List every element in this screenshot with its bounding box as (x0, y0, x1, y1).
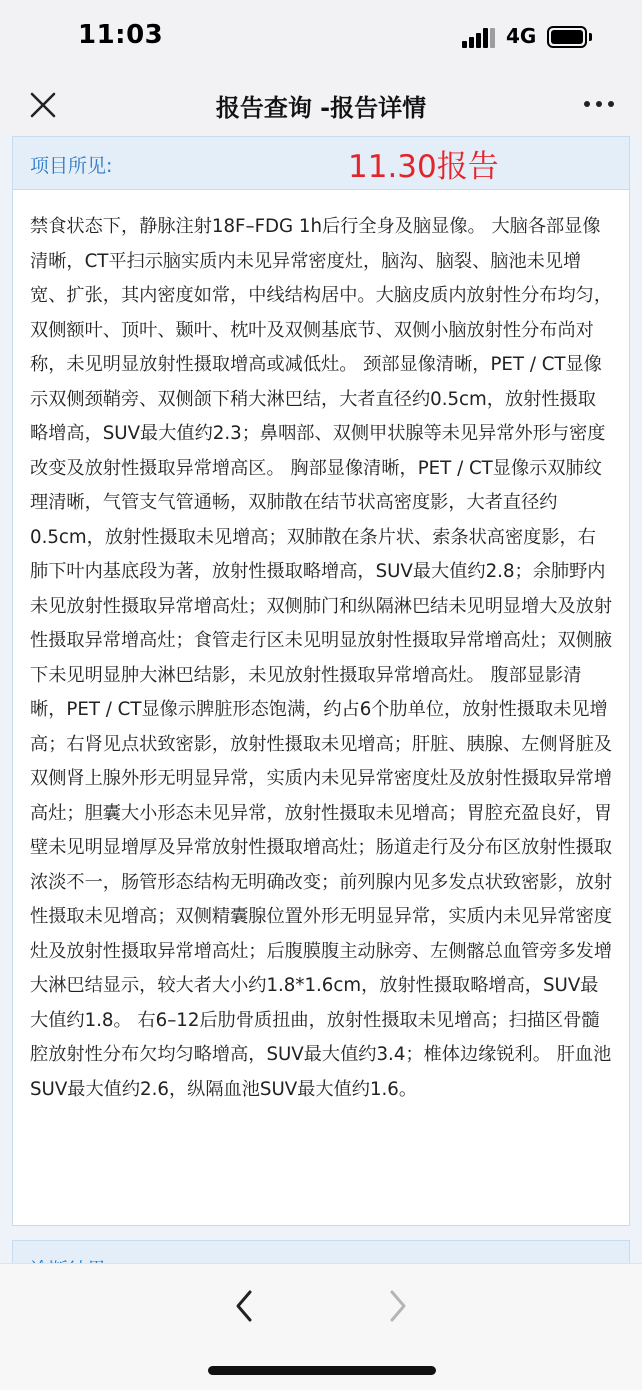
report-content (12, 136, 630, 1300)
handwritten-annotation: 11.30报告 (348, 149, 499, 185)
forward-button[interactable] (380, 1286, 414, 1326)
findings-text: 禁食状态下，静脉注射18F–FDG 1h后行全身及脑显像。 大脑各部显像清晰，CT平扫示脑实质内未见异常密度灶，脑沟、脑裂、脑池未见增宽、扩张，其内密度如常，中线结构居中。大脑皮质内放射性分布均匀，双侧额叶、顶叶、颞叶、枕叶及双侧基底节、双侧小脑放射性分布尚对称，未见明显放射性摄取增高或减低灶。 颈部显像清晰，PET / CT显像示双侧颈鞘旁、双侧颌下稍大淋巴结，大者直径约0.5cm，放射性摄取略增高，SUV最大值约2.3；鼻咽部、双侧甲状腺等未见异常外形与密度改变及放射性摄取异常增高区。 胸部显像清晰，PET / CT显像示双肺纹理清晰，气管支气管通畅，双肺散在结节状高密度影，大者直径约0.5cm，放射性摄取未见增高；双肺散在条片状、索条状高密度影，右肺下叶内基底段为著，放射性摄取略增高，SUV最大值约2.8；余肺野内未见放射性摄取异常增高灶；双侧肺门和纵隔淋巴结未见明显增大及放射性摄取异常增高灶；食管走行区未见明显放射性摄取异常增高灶；双侧腋下未见明显肿大淋巴结影，未见放射性摄取异常增高灶。 腹部显影清晰，PET / CT显像示脾脏形态饱满，约占6个肋单位，放射性摄取未见增高；右肾见点状致密影，放射性摄取未见增高；肝脏、胰腺、左侧肾脏及双侧肾上腺外形无明显异常，实质内未见异常密度灶及放射性摄取异常增高灶；胆囊大小形态未见异常，放射性摄取未见增高；胃腔充盈良好，胃壁未见明显增厚及异常放射性摄取增高灶；肠道走行及分布区放射性摄取浓淡不一，肠管形态结构无明确改变；前列腺内见多发点状致密影，放射性摄取未见增高；双侧精囊腺位置外形无明显异常，实质内未见异常密度灶及放射性摄取异常增高灶；后腹膜腹主动脉旁、左侧髂总血管旁多发增大淋巴结显示，较大者大小约1.8*1.6cm，放射性摄取略增高，SUV最大值约1.8。 右6–12后肋骨质扭曲，放射性摄取未见增高；扫描区骨髓腔放射性分布欠均匀略增高，SUV最大值约3.4；椎体边缘锐利。 肝血池SUV最大值约2.6，纵隔血池SUV最大值约1.6。 (30, 216, 613, 1100)
findings-label: 项目所见: (30, 155, 113, 177)
battery-icon (547, 26, 587, 48)
battery-tip (589, 33, 592, 41)
status-bar (0, 0, 642, 76)
browser-toolbar (0, 1263, 642, 1390)
signal-icon (462, 28, 496, 48)
findings-header (13, 137, 629, 190)
home-indicator[interactable] (208, 1366, 436, 1375)
nav-bar (0, 76, 642, 136)
back-button[interactable] (228, 1286, 262, 1326)
more-icon (584, 101, 590, 107)
findings-card (12, 136, 630, 1226)
more-button[interactable] (584, 98, 616, 110)
page-title: 报告查询 -报告详情 (215, 94, 427, 122)
chevron-left-icon (228, 1286, 262, 1326)
chevron-right-icon (380, 1286, 414, 1326)
network-label: 4G (506, 24, 537, 48)
status-time: 11:03 (78, 20, 164, 50)
